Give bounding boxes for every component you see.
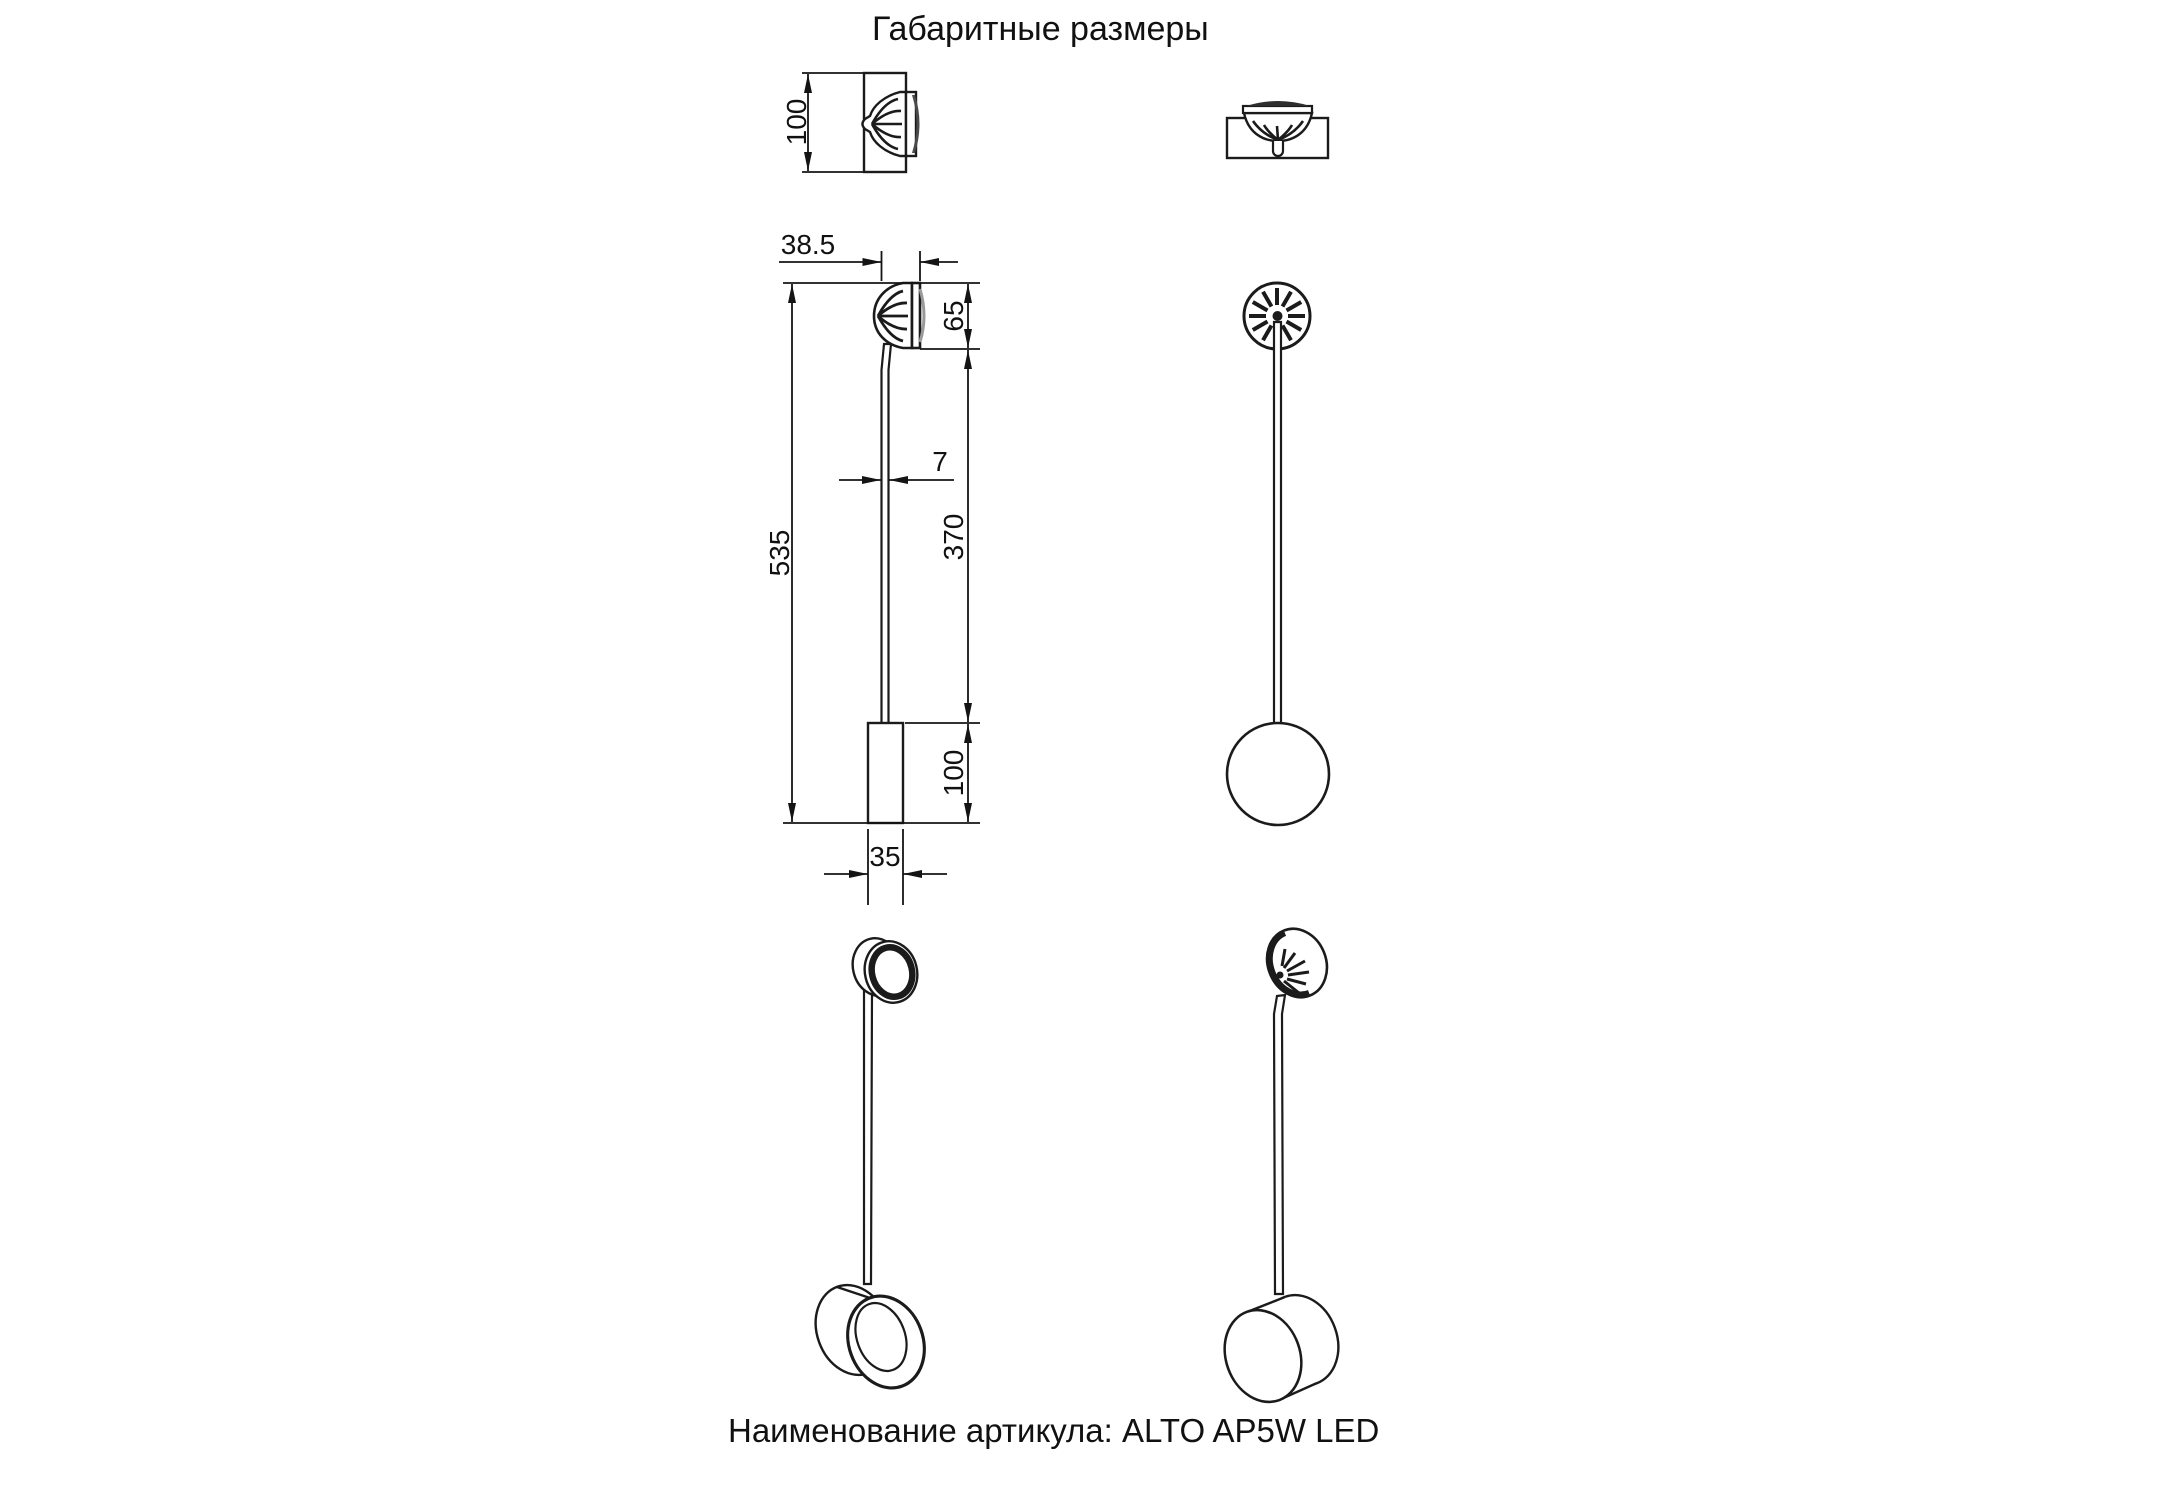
article-caption: Наименование артикула: ALTO AP5W LED bbox=[728, 1412, 1380, 1449]
dim-base-width-label: 35 bbox=[869, 841, 901, 872]
lamp-stem bbox=[882, 344, 892, 724]
side-view-top-left bbox=[781, 73, 920, 172]
head-center-dot bbox=[1273, 311, 1283, 321]
lamp-lens bbox=[912, 283, 920, 348]
cable-tab bbox=[1273, 141, 1283, 156]
lens-crescent bbox=[1246, 101, 1310, 106]
dim-head-depth-label: 38.5 bbox=[780, 229, 836, 260]
perspective-view-left bbox=[803, 933, 936, 1399]
lens-band-top bbox=[1243, 106, 1312, 113]
base-cylinder bbox=[868, 723, 903, 823]
page-title: Габаритные размеры bbox=[872, 10, 1209, 48]
perspective-view-right bbox=[1212, 920, 1350, 1413]
head-focal-dot bbox=[1277, 972, 1284, 979]
dim-overall-height-label: 535 bbox=[764, 529, 795, 577]
dim-base-height-label: 100 bbox=[938, 749, 969, 797]
dim-stem-width-label: 7 bbox=[932, 446, 948, 477]
dim-mount-height-label: 100 bbox=[781, 98, 812, 146]
front-elevation bbox=[764, 229, 980, 905]
top-view bbox=[1227, 101, 1328, 158]
base-sphere-front bbox=[1227, 723, 1329, 825]
dim-stem-length-label: 370 bbox=[938, 513, 969, 561]
lamp-stem bbox=[1274, 995, 1285, 1294]
dim-head-height-label: 65 bbox=[938, 300, 969, 332]
front-view bbox=[1227, 283, 1329, 825]
reflector-rib bbox=[1277, 126, 1278, 140]
lamp-stem bbox=[1274, 322, 1281, 724]
lamp-stem bbox=[864, 990, 872, 1284]
